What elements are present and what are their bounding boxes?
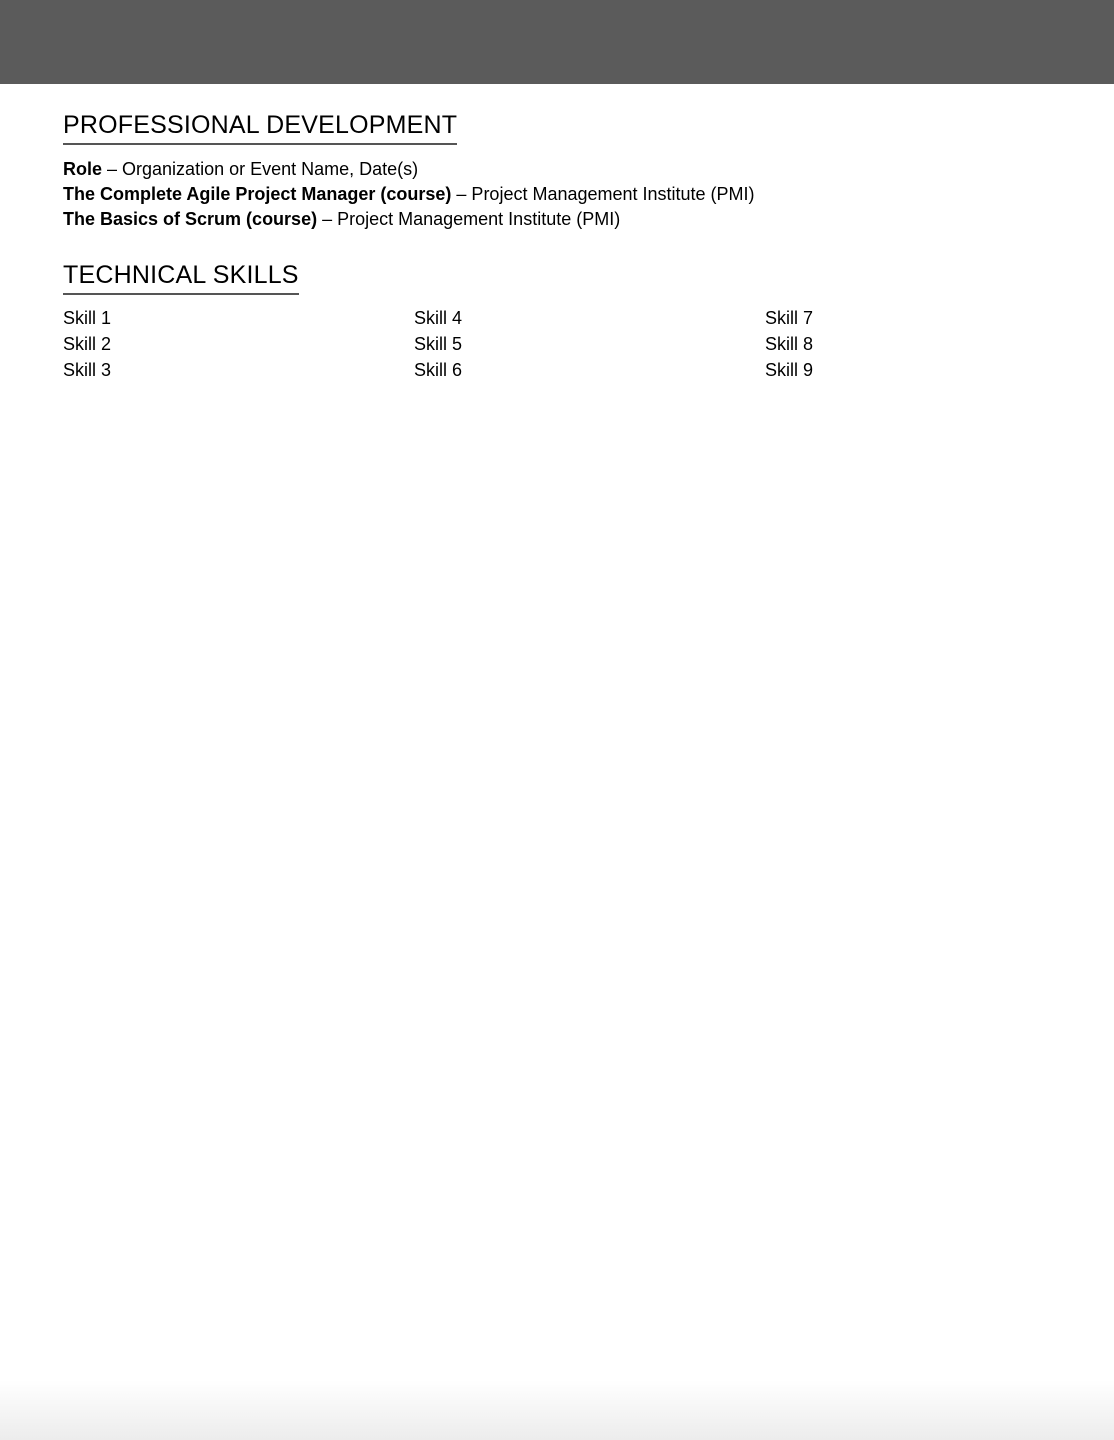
- skill-item: Skill 5: [414, 334, 463, 354]
- technical-skills-section: [63, 258, 1063, 383]
- skill-item: Skill 1: [63, 308, 112, 328]
- skills-grid: [63, 305, 1063, 383]
- skill-item: Skill 7: [765, 308, 814, 328]
- professional-development-entries: [63, 157, 1063, 232]
- skill-item: Skill 6: [414, 360, 463, 380]
- professional-development-section: [63, 108, 1063, 232]
- technical-skills-title: TECHNICAL SKILLS: [63, 258, 299, 295]
- skill-item: Skill 4: [414, 308, 463, 328]
- resume-content: [63, 108, 1063, 383]
- entry-detail: – Project Management Institute (PMI): [451, 184, 755, 204]
- skill-item: Skill 2: [63, 334, 112, 354]
- entry-bold: The Basics of Scrum (course): [63, 209, 318, 229]
- entry-detail: – Project Management Institute (PMI): [317, 209, 621, 229]
- entry-course: [63, 207, 1063, 232]
- entry-role: [63, 157, 1063, 182]
- skill-item: Skill 3: [63, 360, 112, 380]
- entry-detail: – Organization or Event Name, Date(s): [102, 159, 419, 179]
- skill-item: Skill 9: [765, 360, 814, 380]
- entry-bold: Role: [63, 159, 103, 179]
- skill-item: Skill 8: [765, 334, 814, 354]
- header-bar: [0, 0, 1114, 84]
- professional-development-title: PROFESSIONAL DEVELOPMENT: [63, 108, 457, 145]
- page-bottom-shadow: [0, 1380, 1114, 1440]
- entry-course: [63, 182, 1063, 207]
- entry-bold: The Complete Agile Project Manager (course): [63, 184, 452, 204]
